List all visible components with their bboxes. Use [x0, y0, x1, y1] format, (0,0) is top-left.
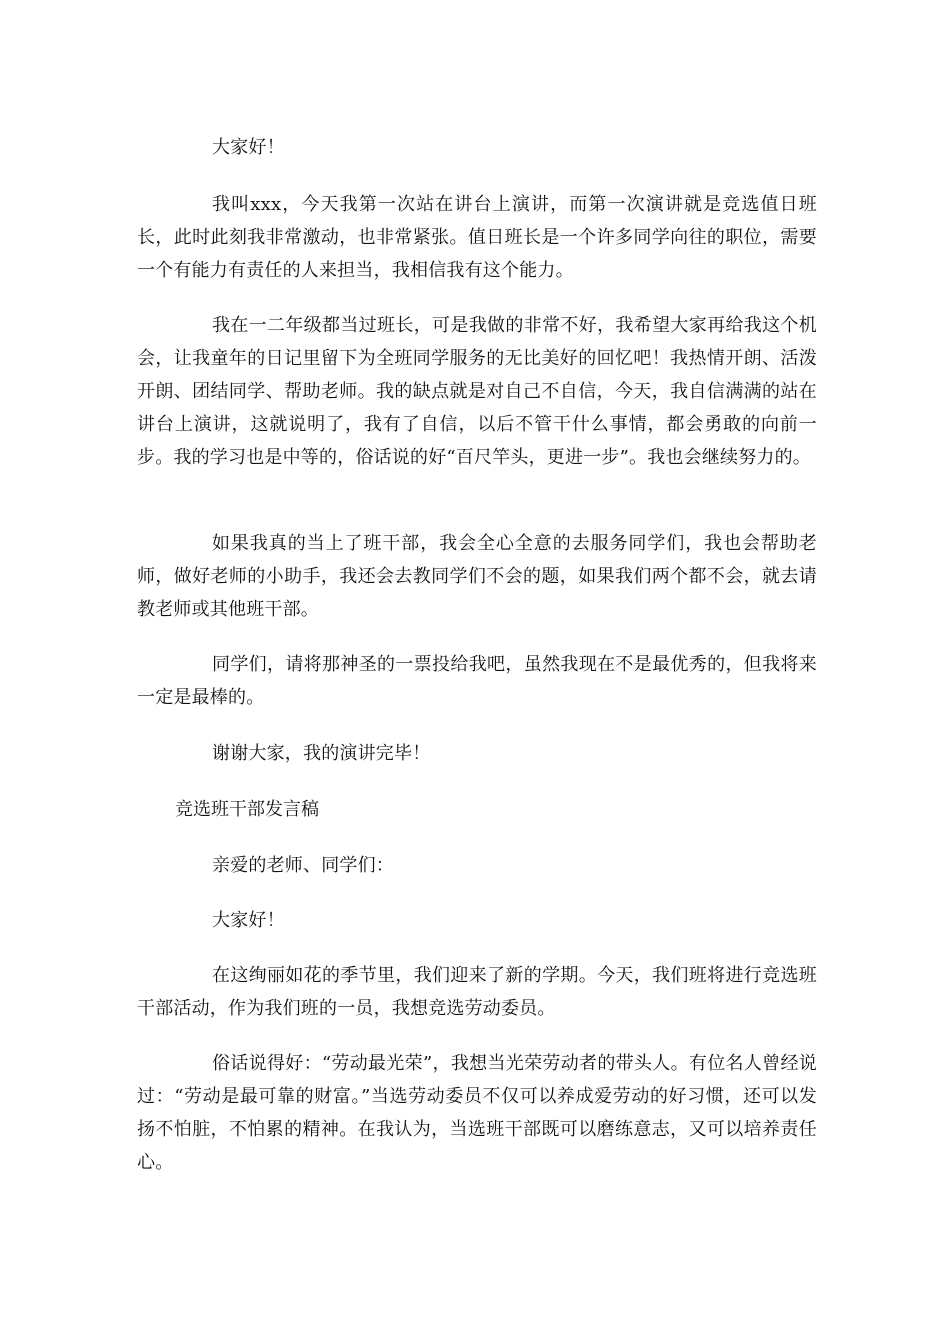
vote-appeal-paragraph: 同学们，请将那神圣的一票投给我吧，虽然我现在不是最优秀的，但我将来一定是最棒的。 — [137, 654, 817, 708]
greeting-paragraph-2: 大家好！ — [212, 910, 285, 931]
section-title: 竞选班干部发言稿 — [175, 799, 319, 820]
promise-paragraph: 如果我真的当上了班干部，我会全心全意的去服务同学们，我也会帮助老师，做好老师的小助手，我还会去教同学们不会的题，如果我们两个都不会，就去请教老师或其他班干部。 — [137, 533, 817, 620]
salutation-paragraph: 亲爱的老师、同学们： — [212, 855, 394, 876]
labor-paragraph: 俗话说得好：“劳动最光荣”，我想当光荣劳动者的带头人。有位名人曾经说过：“劳动是最可靠的财富。”当选劳动委员不仅可以养成爱劳动的好习惯，还可以发扬不怕脏，不怕累的精神。在我认为，当选班干部既可以磨练意志，又可以培养责任心。 — [137, 1053, 817, 1173]
thanks-paragraph: 谢谢大家，我的演讲完毕！ — [212, 743, 431, 764]
greeting-paragraph: 大家好！ — [212, 137, 285, 158]
intro-paragraph: 我叫xxx，今天我第一次站在讲台上演讲，而第一次演讲就是竞选值日班长，此时此刻我非常激动，也非常紧张。值日班长是一个许多同学向往的职位，需要一个有能力有责任的人来担当，我相信我有这个能力。 — [137, 194, 817, 281]
experience-paragraph: 我在一二年级都当过班长，可是我做的非常不好，我希望大家再给我这个机会，让我童年的日记里留下为全班同学服务的无比美好的回忆吧！我热情开朗、活泼开朗、团结同学、帮助老师。我的缺点就是对自己不自信，今天，我自信满满的站在讲台上演讲，这就说明了，我有了自信，以后不管干什么事情，都会勇敢的向前一步。我的学习也是中等的，俗话说的好“百尺竿头，更进一步”。我也会继续努力的。 — [137, 315, 817, 468]
new-term-paragraph: 在这绚丽如花的季节里，我们迎来了新的学期。今天，我们班将进行竞选班干部活动，作为我们班的一员，我想竞选劳动委员。 — [137, 965, 817, 1019]
